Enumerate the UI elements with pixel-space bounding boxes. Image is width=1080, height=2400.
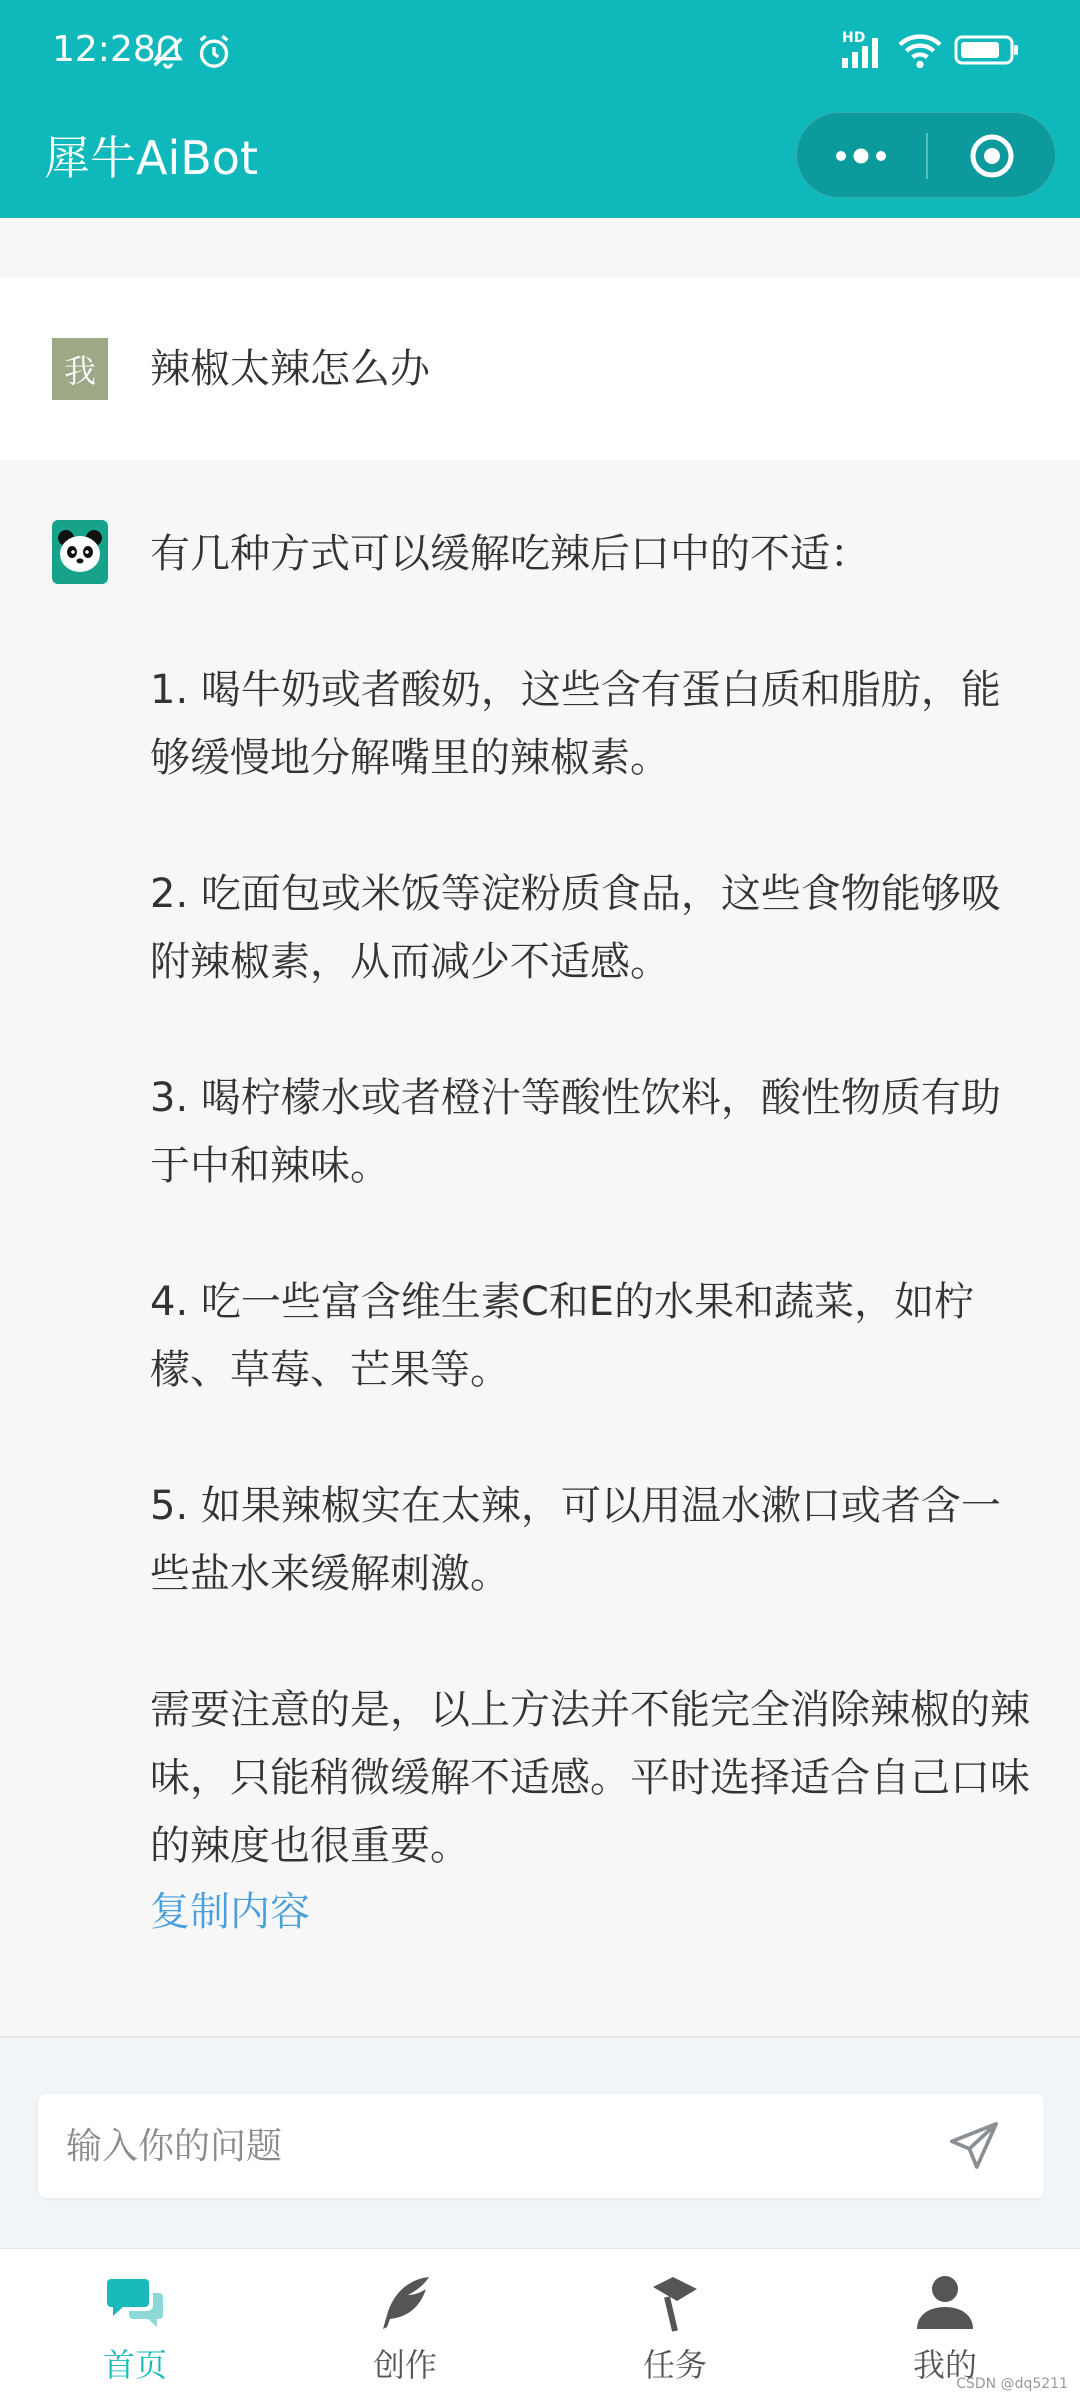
tab-label: 任务	[642, 2346, 707, 2384]
user-icon	[913, 2271, 977, 2335]
more-button[interactable]	[797, 113, 926, 199]
bot-paragraph: 有几种方式可以缓解吃辣后口中的不适：	[150, 531, 870, 577]
wifi-icon	[898, 30, 942, 70]
muted-bell-icon	[148, 32, 188, 72]
copy-content-link[interactable]: 复制内容	[150, 1889, 310, 1935]
bot-paragraph: 4. 吃一些富含维生素C和E的水果和蔬菜，如柠檬、草莓、芒果等。	[150, 1279, 975, 1393]
bottom-tab-bar	[0, 2248, 1080, 2400]
status-bar	[0, 0, 1080, 100]
bot-paragraph: 1. 喝牛奶或者酸奶，这些含有蛋白质和脂肪，能够缓慢地分解嘴里的辣椒素。	[150, 667, 1001, 781]
input-area	[0, 2036, 1080, 2248]
flag-icon	[643, 2271, 707, 2335]
send-icon[interactable]	[944, 2118, 1004, 2174]
chat-bubbles-icon	[103, 2271, 167, 2335]
battery-icon	[954, 34, 1020, 66]
network-badge: HD	[842, 30, 866, 46]
page-title: 犀牛AiBot	[44, 131, 258, 185]
close-miniprogram-button[interactable]	[928, 113, 1057, 199]
tab-create[interactable]	[270, 2249, 540, 2400]
signal-icon	[840, 34, 886, 68]
bot-avatar	[52, 520, 108, 584]
feather-icon	[373, 2271, 437, 2335]
bot-message-row	[0, 460, 1080, 1996]
title-bar	[0, 100, 1080, 218]
bot-paragraph: 5. 如果辣椒实在太辣，可以用温水漱口或者含一些盐水来缓解刺激。	[150, 1483, 1001, 1597]
bot-paragraph: 3. 喝柠檬水或者橙汁等酸性饮料，酸性物质有助于中和辣味。	[150, 1075, 1001, 1189]
status-time: 12:28	[52, 29, 156, 70]
alarm-clock-icon	[194, 32, 234, 72]
more-dots-icon	[831, 141, 891, 171]
tab-tasks[interactable]	[540, 2249, 810, 2400]
tab-label: 首页	[102, 2346, 167, 2384]
question-input-box	[38, 2094, 1044, 2198]
tab-home[interactable]	[0, 2249, 270, 2400]
watermark: CSDN @dq5211	[956, 2376, 1068, 2392]
bot-message-text	[150, 520, 1040, 1944]
bot-paragraph: 需要注意的是，以上方法并不能完全消除辣椒的辣味，只能稍微缓解不适感。平时选择适合自己口味的辣度也很重要。	[150, 1687, 1030, 1869]
user-message-row	[0, 278, 1080, 460]
header	[0, 0, 1080, 218]
tab-label: 创作	[372, 2346, 437, 2384]
question-input[interactable]	[66, 2094, 946, 2198]
bot-paragraph: 2. 吃面包或米饭等淀粉质食品，这些食物能够吸附辣椒素，从而减少不适感。	[150, 871, 1001, 985]
tab-label: 我的	[912, 2346, 977, 2384]
user-message-text: 辣椒太辣怎么办	[150, 346, 430, 392]
miniprogram-capsule	[796, 112, 1056, 198]
target-circle-icon	[968, 132, 1016, 180]
user-avatar: 我	[52, 338, 108, 400]
panda-icon	[52, 520, 108, 584]
